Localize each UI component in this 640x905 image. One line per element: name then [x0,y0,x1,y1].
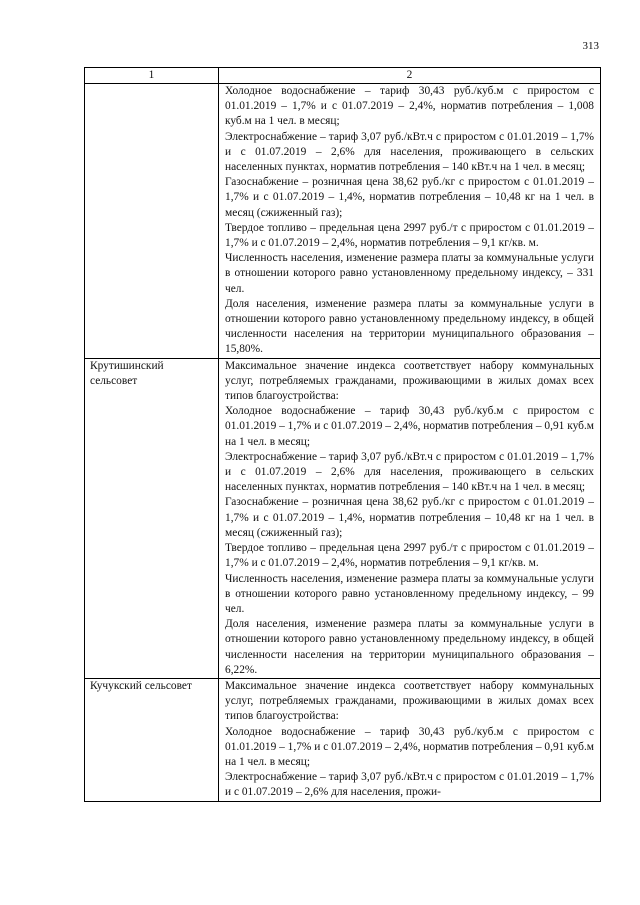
paragraph: Электроснабжение – тариф 3,07 руб./кВт.ч с приростом с 01.01.2019 – 1,7% и с 01.07.2019 – 2,6% для населения, прожи- [225,771,594,799]
paragraph: Максимальное значение индекса соответствует набору коммунальных услуг, потребляемых гражданами, проживающими в жилых домах всех типов благоустройства: [225,679,594,723]
paragraph: Твердое топливо – предельная цена 2997 руб./т с приростом с 01.01.2019 – 1,7% и с 01.07.2019 – 2,4%, норматив потребления – 9,1 кг/кв. м. [225,221,594,250]
paragraph: Холодное водоснабжение – тариф 30,43 руб./куб.м с приростом с 01.01.2019 – 1,7% и с 01.07.2019 – 2,4%, норматив потребления – 0,91 куб.м на 1 чел. в месяц; [225,725,594,768]
paragraph: Доля населения, изменение размера платы за коммунальные услуги в отношении которого равно установленному предельному индексу, в общей численности населения на территории муниципального образования – 6,22%. [225,618,594,676]
municipality-cell: Крутишинский сельсовет [85,358,219,678]
description-cell [219,678,601,801]
page-number: 313 [582,40,599,52]
municipality-cell: Кучукский сельсовет [85,678,219,801]
table-row [85,358,601,678]
paragraph: Электроснабжение – тариф 3,07 руб./кВт.ч с приростом с 01.01.2019 – 1,7% и с 01.07.2019 – 2,6% для населения, проживающего в сельских населенных пунктах, норматив потребления – 140 кВт.ч на 1 чел. в месяц; [225,450,594,494]
paragraph: Холодное водоснабжение – тариф 30,43 руб./куб.м с приростом с 01.01.2019 – 1,7% и с 01.07.2019 – 2,4%, норматив потребления – 0,91 куб.м на 1 чел. в месяц; [225,405,594,448]
paragraph: Численность населения, изменение размера платы за коммунальные услуги в отношении которого равно установленному предельному индексу, – 99 чел. [225,572,594,615]
column-header-1: 1 [85,68,219,84]
table-row [85,678,601,801]
paragraph: Газоснабжение – розничная цена 38,62 руб./кг с приростом с 01.01.2019 – 1,7% и с 01.07.2019 – 1,4%, норматив потребления – 10,48 кг на 1 чел. в месяц (сжиженный газ); [225,176,594,219]
table-row [85,84,601,359]
municipality-cell [85,84,219,359]
paragraph: Максимальное значение индекса соответствует набору коммунальных услуг, потребляемых гражданами, проживающими в жилых домах всех типов благоустройства: [225,359,594,403]
paragraph: Электроснабжение – тариф 3,07 руб./кВт.ч с приростом с 01.01.2019 – 1,7% и с 01.07.2019 – 2,6% для населения, проживающего в сельских населенных пунктах, норматив потребления – 140 кВт.ч на 1 чел. в месяц; [225,130,594,174]
paragraph: Газоснабжение – розничная цена 38,62 руб./кг с приростом с 01.01.2019 – 1,7% и с 01.07.2019 – 1,4%, норматив потребления – 10,48 кг на 1 чел. в месяц (сжиженный газ); [225,496,594,539]
description-cell [219,358,601,678]
tariff-table [84,67,601,802]
paragraph: Доля населения, изменение размера платы за коммунальные услуги в отношении которого равно установленному предельному индексу, в общей численности населения на территории муниципального образования – 15,80%. [225,297,594,356]
paragraph: Численность населения, изменение размера платы за коммунальные услуги в отношении которого равно установленному предельному индексу, – 331 чел. [225,252,594,295]
column-header-2: 2 [219,68,601,84]
description-cell [219,84,601,359]
paragraph: Холодное водоснабжение – тариф 30,43 руб./куб.м с приростом с 01.01.2019 – 1,7% и с 01.07.2019 – 2,4%, норматив потребления – 1,008 куб.м на 1 чел. в месяц; [225,85,594,128]
paragraph: Твердое топливо – предельная цена 2997 руб./т с приростом с 01.01.2019 – 1,7% и с 01.07.2019 – 2,4%, норматив потребления – 9,1 кг/кв. м. [225,542,594,570]
table-header-row [85,68,601,84]
